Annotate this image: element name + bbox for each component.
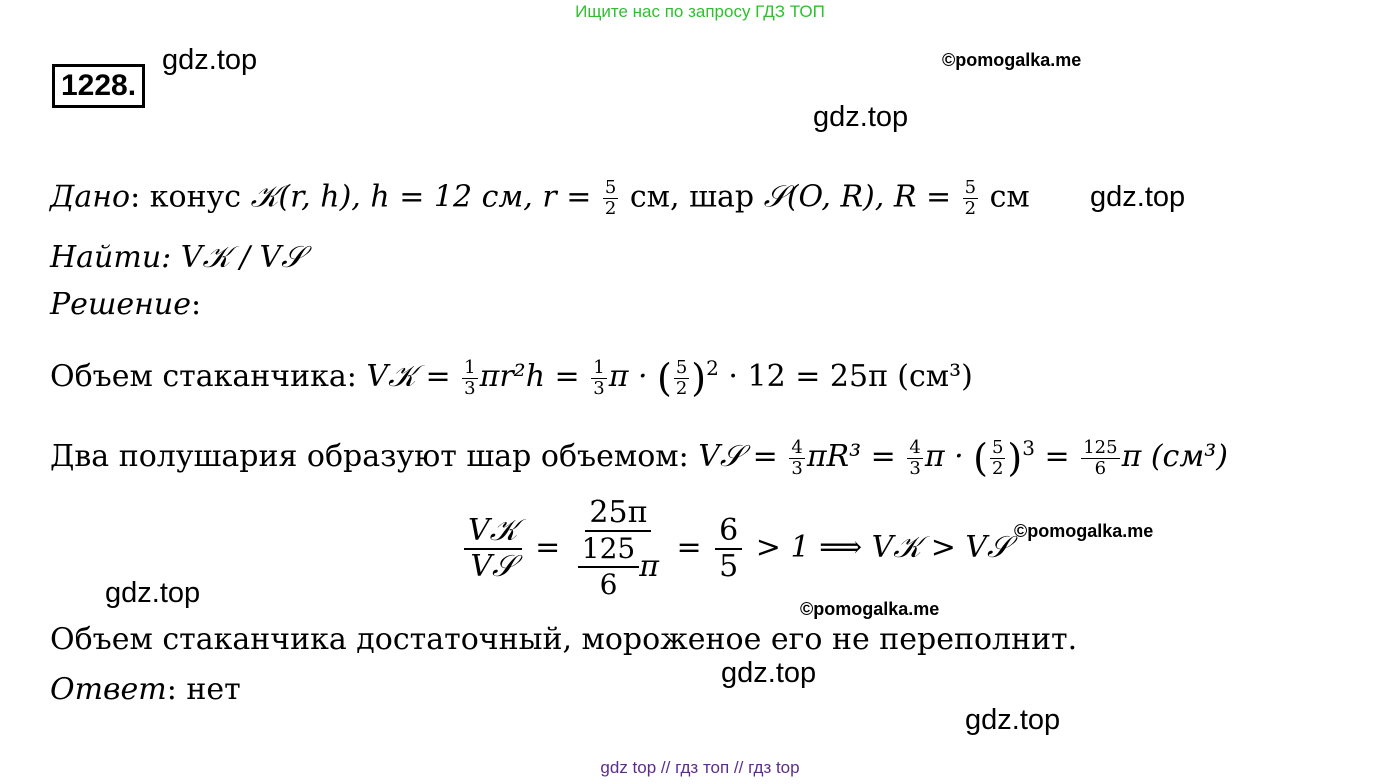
watermark-gdz: gdz.top xyxy=(105,577,201,609)
answer-line xyxy=(50,672,241,708)
one-third: $\frac{1}{3}$ xyxy=(593,356,605,399)
watermark-gdz: gdz.top xyxy=(813,101,909,133)
ratio-tail: > 1 ⟹ V𝒦 > V𝒮 xyxy=(755,530,1011,565)
given-line xyxy=(50,178,1030,219)
sphere-mid2: π · xyxy=(924,439,974,474)
find-line xyxy=(50,240,304,276)
sphere-result-fraction: $\frac{125}{6}$ xyxy=(1083,436,1118,479)
ratio-line: $\frac{\text{V𝒦}}{\text{V𝒮}}$ = 25π $\frac{125}{6}$ π = $\frac{6}{5}$ > 1 ⟹ V𝒦 > V𝒮 xyxy=(460,496,1010,602)
conclusion-line: Объем стаканчика достаточный, мороженое его не переполнит. xyxy=(50,622,1078,657)
R-eq: , R = xyxy=(874,179,961,215)
search-banner[interactable]: Ищите нас по запросу ГДЗ ТОП xyxy=(575,2,825,21)
solution-line xyxy=(50,287,201,323)
cup-mid1: πr²h = xyxy=(479,359,590,394)
ratio-value-fraction: 25π $\frac{125}{6}$ π xyxy=(574,496,663,602)
problem-number: 1228. xyxy=(52,64,145,108)
given-label: Дано xyxy=(50,179,131,215)
ratio-fraction: $\frac{\text{V𝒦}}{\text{V𝒮}}$ xyxy=(464,514,522,584)
watermark-pomogalka: ©pomogalka.me xyxy=(800,599,940,619)
cup-volume-text: Объем стаканчика: xyxy=(50,359,367,394)
sphere-volume-text: Два полушария образуют шар объемом: xyxy=(50,439,699,474)
solution-colon: : xyxy=(190,287,202,322)
given-cone-text: : конус xyxy=(130,179,251,215)
watermark-gdz: gdz.top xyxy=(1090,181,1186,213)
find-label: Найти xyxy=(50,240,162,275)
five-halves: $\frac{5}{2}$ xyxy=(675,356,688,399)
four-thirds: $\frac{4}{3}$ xyxy=(909,436,921,479)
cup-lhs: V𝒦 = xyxy=(366,359,461,394)
solution-label: Решение xyxy=(50,287,191,322)
answer-text: : нет xyxy=(166,672,241,707)
six-fifths: $\frac{6}{5}$ xyxy=(715,514,742,584)
watermark-pomogalka: ©pomogalka.me xyxy=(942,50,1082,70)
height-eq: , h = 12 см, r = xyxy=(351,179,601,215)
cone-symbol: 𝒦(r, h) xyxy=(250,179,352,215)
answer-label: Ответ xyxy=(50,672,167,707)
sphere-mid1: πR³ = xyxy=(806,439,906,474)
watermark-gdz: gdz.top xyxy=(162,44,258,76)
sphere-volume-line: Два полушария образуют шар объемом: V𝒮 = $\frac{4}{3}$ πR³ = $\frac{4}{3}$ π · ( $\frac{5}{2}$ )$^3$ = $\frac{125}{6}$ π (см³) xyxy=(50,436,1228,480)
unit-text: см xyxy=(980,179,1030,215)
find-expr: : V𝒦 / V𝒮 xyxy=(161,240,305,275)
one-third: $\frac{1}{3}$ xyxy=(464,356,476,399)
sphere-text: см, шар xyxy=(620,179,764,215)
cup-tail: · 12 = 25π (см³) xyxy=(728,359,973,394)
cup-mid2: π · xyxy=(608,359,658,394)
watermark-gdz: gdz.top xyxy=(965,704,1061,736)
R-fraction: $\frac{5}{2}$ xyxy=(964,177,977,219)
sphere-lhs: V𝒮 = xyxy=(698,439,788,474)
watermark-pomogalka: ©pomogalka.me xyxy=(1014,521,1154,541)
sphere-tail: π (см³) xyxy=(1121,439,1228,474)
four-thirds: $\frac{4}{3}$ xyxy=(791,436,803,479)
cup-volume-line: Объем стаканчика: V𝒦 = $\frac{1}{3}$ πr²h = $\frac{1}{3}$ π · ( $\frac{5}{2}$ )$^2$ · 12 = 25π (см³) xyxy=(50,356,973,400)
five-halves: $\frac{5}{2}$ xyxy=(991,436,1004,479)
sphere-symbol: 𝒮(O, R) xyxy=(763,179,875,215)
watermark-gdz: gdz.top xyxy=(721,657,817,689)
footer-links[interactable]: gdz top // гдз топ // гдз top xyxy=(600,758,800,777)
radius-fraction: $\frac{5}{2}$ xyxy=(604,177,617,219)
